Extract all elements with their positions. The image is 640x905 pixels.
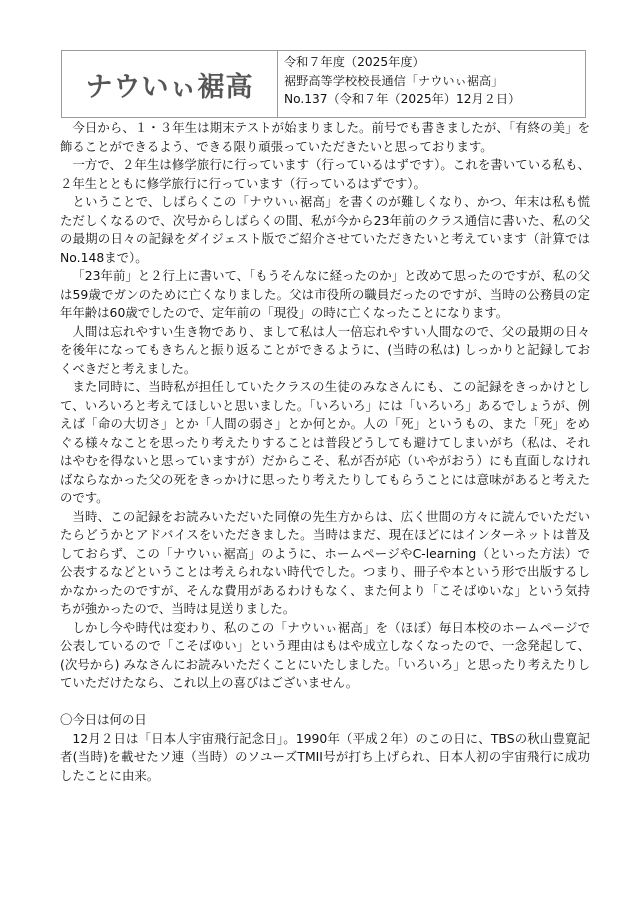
paragraph: 人間は忘れやすい生き物であり、まして私は人一倍忘れやすい人間なので、父の最期の日々を後年になってもきちんと振り返ることができるように、(当時の私は) しっかりと記録しておくべきだと考えました。 (60, 323, 590, 376)
paragraph: 当時、この記録をお読みいただいた同僚の先生方からは、広く世間の方々に読んでいただいたらどうかとアドバイスをいただきました。当時はまだ、現在ほどにはインターネットは普及しておらず、この「ナウいぃ裾高」のように、ホームページやC-learning（といった方法）で公表するなどということは考えられない時代でした。つまり、冊子や本という形で出版するしかなかったのですが、そんな費用があるわけもなく、また何より「こそばゆいな」という気持ちが強かったので、当時は見送りました。 (60, 508, 590, 616)
spacer (60, 693, 590, 712)
today-heading: 〇今日は何の日 (60, 712, 147, 727)
paragraph: ということで、しばらくこの「ナウいぃ裾高」を書くのが難しくなり、かつ、年末は私も慌ただしくなるので、次号からしばらくの間、私が今から23年前のクラス通信に書いた、私の父の最期の日々の記録をダイジェスト版でご紹介させていただきたいと考えています（計算ではNo.148まで）。 (60, 194, 590, 265)
newsletter-header (61, 50, 586, 118)
newsletter-title-line: 裾野高等学校校長通信「ナウいぃ裾高」 (284, 73, 504, 88)
fiscal-year-line: 令和７年度（2025年度） (284, 55, 425, 69)
newsletter-logo: ナウいぃ裾高 (62, 51, 278, 117)
paragraph: 今日から、１・３年生は期末テストが始まりました。前号でも書きましたが、「有終の美」を飾ることができるよう、できる限り頑張っていただきたいと思っております。 (60, 120, 590, 154)
paragraph: しかし今や時代は変わり、私のこの「ナウいぃ裾高」を（ほぼ）毎日本校のホームページで公表しているので「こそばゆい」という理由はもはや成立しなくなったので、一念発起して、(次号から) みなさんにお読みいただくことにいたしました。「いろいろ」と思ったり考えたりしていただけたなら、これ以上の喜びはございません。 (60, 619, 590, 690)
paragraph: 一方で、２年生は修学旅行に行っています（行っているはずです）。これを書いている私も、２年生とともに修学旅行に行っています（行っているはずです）。 (60, 157, 590, 191)
header-info (278, 51, 585, 117)
issue-number-line: No.137（令和７年（2025年）12月２日） (284, 92, 521, 106)
today-text: 12月２日は「日本人宇宙飛行記念日」。1990年（平成２年）のこの日に、TBSの秋山豊寛記者(当時)を載せたソ連（当時）のソユーズTMII号が打ち上げられ、日本人初の宇宙飛行に成功したことに由来。 (60, 730, 590, 783)
paragraph: 「23年前」と２行上に書いて、「もうそんなに経ったのか」と改めて思ったのですが、私の父は59歳でガンのために亡くなりました。父は市役所の職員だったのですが、当時の公務員の定年年齢は60歳でしたので、定年前の「現役」の時に亡くなったことになります。 (60, 268, 590, 320)
paragraph: また同時に、当時私が担任していたクラスの生徒のみなさんにも、この記録をきっかけとして、いろいろと考えてほしいと思いました。「いろいろ」には「いろいろ」あるでしょうが、例えば「命の大切さ」とか「人間の弱さ」とか何とか。人の「死」というもの、また「死」をめぐる様々なことを思ったり考えたりすることは普段どうしても避けてしまいがち（私は、それはやむを得ないと思っていますが）だからこそ、私が否が応（いやがおう）にも直面しなければならなかった父の死をきっかけに思ったり考えたりしてもらうことには意味があると考えたのです。 (60, 379, 590, 505)
article-body (60, 119, 590, 785)
